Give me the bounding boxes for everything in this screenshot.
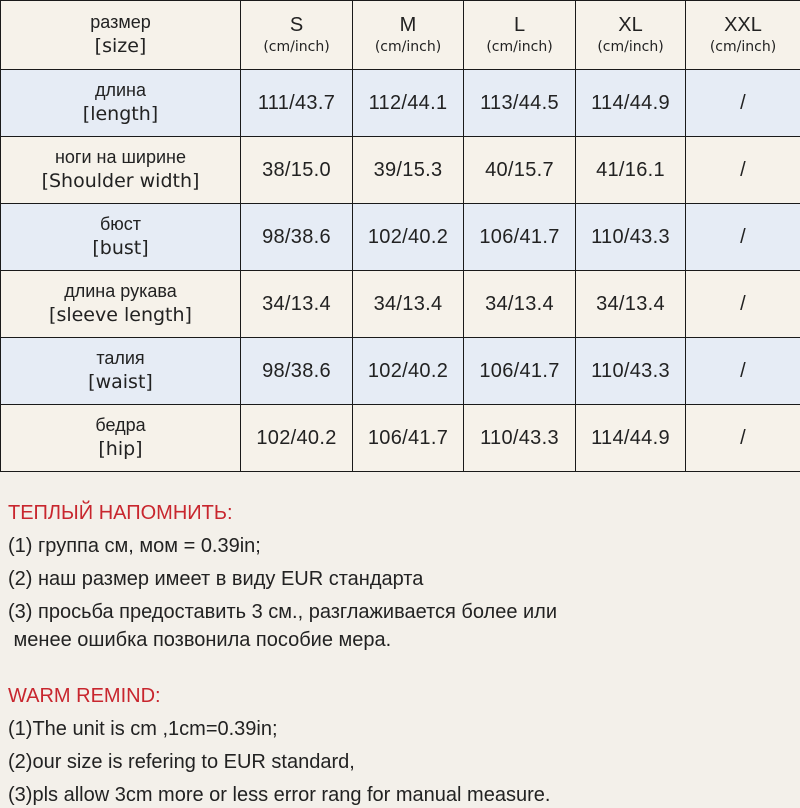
size-unit: (cm/inch) xyxy=(241,37,352,57)
notes-en-title: WARM REMIND: xyxy=(8,683,798,709)
row-label-ru: бедра xyxy=(1,414,240,436)
value-cell: 39/15.3 xyxy=(353,137,464,204)
value-cell: 113/44.5 xyxy=(464,70,576,137)
size-name: XXL xyxy=(686,13,800,37)
value-cell: 102/40.2 xyxy=(353,204,464,271)
value-cell: / xyxy=(686,338,800,405)
row-label-en: [length] xyxy=(1,101,240,127)
value-cell: / xyxy=(686,70,800,137)
value-cell: 34/13.4 xyxy=(353,271,464,338)
row-label-ru: бюст xyxy=(1,213,240,235)
header-row xyxy=(1,1,800,70)
value-cell: 98/38.6 xyxy=(241,338,353,405)
header-label-cell xyxy=(1,1,241,70)
row-label-cell xyxy=(1,271,241,338)
row-label-ru: ноги на ширине xyxy=(1,146,240,168)
size-unit: (cm/inch) xyxy=(576,37,685,57)
value-cell: 38/15.0 xyxy=(241,137,353,204)
value-cell: 110/43.3 xyxy=(464,405,576,472)
header-size-s xyxy=(241,1,353,70)
value-cell: 114/44.9 xyxy=(576,70,686,137)
row-label-en: [bust] xyxy=(1,235,240,261)
row-label-cell xyxy=(1,204,241,271)
header-label-ru: размер xyxy=(1,11,240,33)
table-row-waist xyxy=(1,338,800,405)
row-label-ru: длина рукава xyxy=(1,280,240,302)
notes-ru-line: (1) группа см, мом = 0.39in; xyxy=(8,533,798,559)
size-name: S xyxy=(241,13,352,37)
notes-spacer xyxy=(8,653,798,683)
notes-en-line: (1)The unit is cm ,1cm=0.39in; xyxy=(8,716,798,742)
row-label-en: [sleeve length] xyxy=(1,302,240,328)
size-name: XL xyxy=(576,13,685,37)
header-size-xxl xyxy=(686,1,800,70)
header-label-en: [size] xyxy=(1,33,240,59)
notes-ru-line: (2) наш размер имеет в виду EUR стандарта xyxy=(8,566,798,592)
size-name: M xyxy=(353,13,463,37)
size-name: L xyxy=(464,13,575,37)
header-size-m xyxy=(353,1,464,70)
value-cell: 106/41.7 xyxy=(464,338,576,405)
notes-en-line: (3)pls allow 3cm more or less error rang for manual measure. xyxy=(8,782,798,808)
value-cell: / xyxy=(686,271,800,338)
value-cell: 112/44.1 xyxy=(353,70,464,137)
table-row-length xyxy=(1,70,800,137)
header-size-l xyxy=(464,1,576,70)
value-cell: / xyxy=(686,204,800,271)
table-row-bust xyxy=(1,204,800,271)
row-label-cell xyxy=(1,137,241,204)
size-unit: (cm/inch) xyxy=(686,37,800,57)
row-label-en: [hip] xyxy=(1,436,240,462)
value-cell: 34/13.4 xyxy=(241,271,353,338)
row-label-cell xyxy=(1,338,241,405)
value-cell: 34/13.4 xyxy=(576,271,686,338)
row-label-ru: талия xyxy=(1,347,240,369)
table-row-hip xyxy=(1,405,800,472)
notes-ru-line: (3) просьба предоставить 3 см., разглаживается более или xyxy=(8,599,798,625)
value-cell: 114/44.9 xyxy=(576,405,686,472)
size-unit: (cm/inch) xyxy=(353,37,463,57)
size-unit: (cm/inch) xyxy=(464,37,575,57)
value-cell: / xyxy=(686,405,800,472)
notes-en-line: (2)our size is refering to EUR standard, xyxy=(8,749,798,775)
value-cell: 34/13.4 xyxy=(464,271,576,338)
value-cell: 102/40.2 xyxy=(241,405,353,472)
row-label-en: [waist] xyxy=(1,369,240,395)
value-cell: 41/16.1 xyxy=(576,137,686,204)
value-cell: 111/43.7 xyxy=(241,70,353,137)
notes-ru-title: ТЕПЛЫЙ НАПОМНИТЬ: xyxy=(8,500,798,526)
value-cell: 102/40.2 xyxy=(353,338,464,405)
value-cell: 106/41.7 xyxy=(464,204,576,271)
table-row-sleeve-length xyxy=(1,271,800,338)
row-label-cell xyxy=(1,70,241,137)
value-cell: 110/43.3 xyxy=(576,204,686,271)
value-cell: 110/43.3 xyxy=(576,338,686,405)
header-size-xl xyxy=(576,1,686,70)
row-label-en: [Shoulder width] xyxy=(1,168,240,194)
value-cell: 106/41.7 xyxy=(353,405,464,472)
row-label-cell xyxy=(1,405,241,472)
reminder-notes xyxy=(8,500,798,808)
value-cell: 98/38.6 xyxy=(241,204,353,271)
notes-ru-line: менее ошибка позвонила пособие мера. xyxy=(8,627,798,653)
value-cell: / xyxy=(686,137,800,204)
row-label-ru: длина xyxy=(1,79,240,101)
value-cell: 40/15.7 xyxy=(464,137,576,204)
table-row-shoulder-width xyxy=(1,137,800,204)
